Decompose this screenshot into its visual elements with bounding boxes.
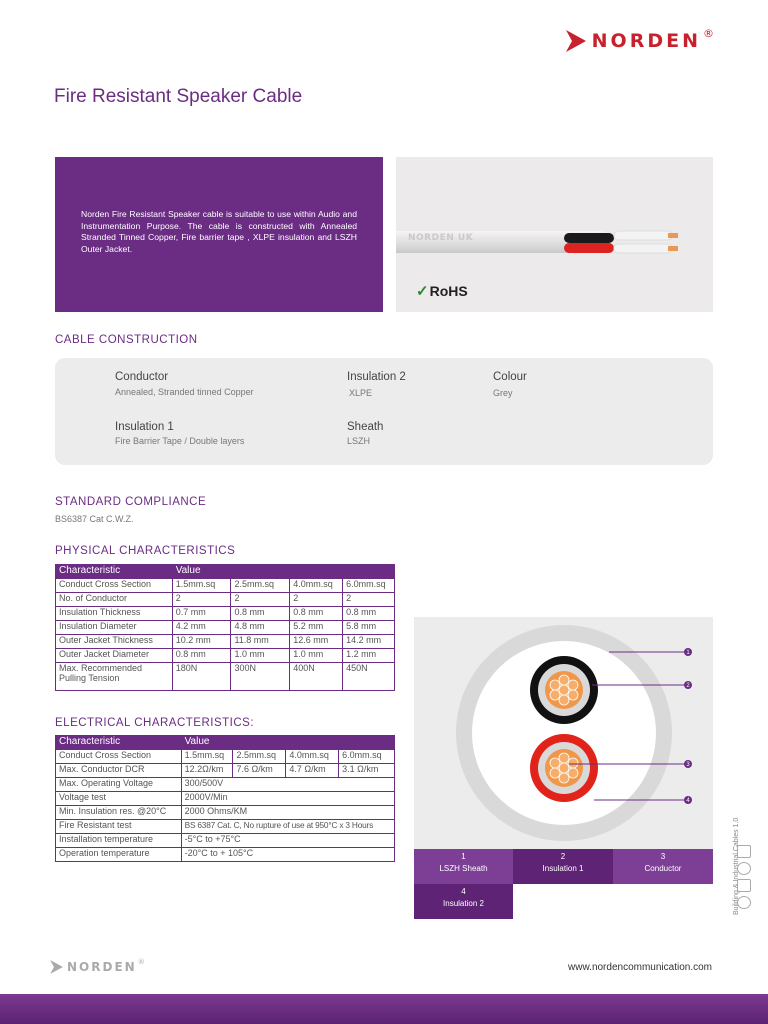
cell: 2 <box>343 593 395 607</box>
cell: 4.0mm.sq <box>290 579 343 593</box>
table-row <box>56 579 395 593</box>
legend-item-3 <box>613 849 713 884</box>
cable-cross-section-icon <box>414 617 713 849</box>
cross-section-diagram <box>414 617 713 849</box>
footer-reg-mark: ® <box>137 958 145 966</box>
legend-label: Conductor <box>644 864 682 873</box>
sidebar-category-text: Building & Industrial Cables 1.0 <box>733 817 740 915</box>
table-row <box>56 621 395 635</box>
cell: -5°C to +75°C <box>181 834 394 848</box>
header-value: Value <box>172 565 394 579</box>
cell: 5.8 mm <box>343 621 395 635</box>
cell: 1.5mm.sq <box>172 579 231 593</box>
table-row <box>56 593 395 607</box>
intro-box <box>55 157 383 312</box>
legend-item-1 <box>414 849 513 884</box>
header-characteristic: Characteristic <box>56 565 173 579</box>
cell: 0.8 mm <box>290 607 343 621</box>
cell: Max. Conductor DCR <box>56 764 182 778</box>
cell: Insulation Thickness <box>56 607 173 621</box>
page-title: Fire Resistant Speaker Cable <box>54 86 303 107</box>
cell: 11.8 mm <box>231 635 290 649</box>
product-photo <box>396 157 713 312</box>
cell: 14.2 mm <box>343 635 395 649</box>
table-row <box>56 806 395 820</box>
cable-print-text: NORDEN UK <box>408 233 474 243</box>
cell: 180N <box>172 663 231 691</box>
footer-logo <box>50 960 145 974</box>
footer-brand-name: NORDEN <box>67 960 137 974</box>
norden-arrow-icon <box>566 30 586 52</box>
insulation2-label: Insulation 2 <box>347 371 406 383</box>
cell: 1.2 mm <box>343 649 395 663</box>
brand-logo <box>566 26 714 52</box>
cell: 3.1 Ω/km <box>339 764 395 778</box>
website-link[interactable]: www.nordencommunication.com <box>568 962 712 973</box>
cell: 2.5mm.sq <box>231 579 290 593</box>
colour-label: Colour <box>493 371 527 383</box>
cell: 1.5mm.sq <box>181 750 233 764</box>
cell: Installation temperature <box>56 834 182 848</box>
header-characteristic: Characteristic <box>56 736 182 750</box>
cell: 0.8 mm <box>231 607 290 621</box>
legend-number: 2 <box>560 852 566 861</box>
cell: 4.2 mm <box>172 621 231 635</box>
network-icon <box>737 845 751 858</box>
cell: Max. Operating Voltage <box>56 778 182 792</box>
cell: Conduct Cross Section <box>56 750 182 764</box>
cell: 400N <box>290 663 343 691</box>
header-value: Value <box>181 736 394 750</box>
table-row <box>56 820 395 834</box>
cell: 4.7 Ω/km <box>286 764 339 778</box>
sheath-label: Sheath <box>347 421 384 433</box>
legend-label: Insulation 1 <box>542 864 584 873</box>
sheath-value: LSZH <box>347 436 371 446</box>
table-row <box>56 663 395 691</box>
colour-value: Grey <box>493 388 513 398</box>
legend-item-4 <box>414 884 513 919</box>
legend-number: 1 <box>461 852 466 861</box>
insulation2-value: XLPE <box>349 388 373 398</box>
construction-panel <box>55 358 713 465</box>
insulation1-label: Insulation 1 <box>115 421 174 433</box>
cell: 4.8 mm <box>231 621 290 635</box>
cell: 1.0 mm <box>231 649 290 663</box>
marker-1: 1 <box>686 650 690 656</box>
cell: Insulation Diameter <box>56 621 173 635</box>
cell: 2.5mm.sq <box>233 750 286 764</box>
cell: BS 6387 Cat. C, No rupture of use at 950°C x 3 Hours <box>181 820 394 834</box>
table-row <box>56 635 395 649</box>
physical-heading: PHYSICAL CHARACTERISTICS <box>55 545 236 557</box>
cell: 1.0 mm <box>290 649 343 663</box>
cell: 450N <box>343 663 395 691</box>
cell: Outer Jacket Diameter <box>56 649 173 663</box>
wifi-icon <box>737 862 751 875</box>
cell: Min. Insulation res. @20°C <box>56 806 182 820</box>
table-row <box>56 848 395 862</box>
cell: 300N <box>231 663 290 691</box>
intro-text: Norden Fire Resistant Speaker cable is suitable to use within Audio and Instrumentation Purpose. The cable is constructed with Annealed Stranded Tinned Copper, Fire barrier tape , XLPE insulation and LSZH Outer Jacket. <box>81 209 357 254</box>
table-row <box>56 764 395 778</box>
legend-number: 3 <box>660 852 666 861</box>
cell: 10.2 mm <box>172 635 231 649</box>
electrical-heading: ELECTRICAL CHARACTERISTICS: <box>55 717 255 729</box>
rohs-label: RoHS <box>429 283 468 299</box>
globe-icon <box>737 896 751 909</box>
conductor-value: Annealed, Stranded tinned Copper <box>115 387 254 397</box>
legend-label: LSZH Sheath <box>439 864 488 873</box>
table-row <box>56 607 395 621</box>
table-row <box>56 750 395 764</box>
compliance-heading: STANDARD COMPLIANCE <box>55 496 207 508</box>
cell: 2 <box>290 593 343 607</box>
cell: 2 <box>172 593 231 607</box>
cell: 2000V/Min <box>181 792 394 806</box>
cell: 0.7 mm <box>172 607 231 621</box>
cell: Conduct Cross Section <box>56 579 173 593</box>
cell: 6.0mm.sq <box>339 750 395 764</box>
legend-number: 4 <box>461 887 466 896</box>
cell: 2 <box>231 593 290 607</box>
cell: 0.8 mm <box>172 649 231 663</box>
table-row <box>56 649 395 663</box>
table-row <box>56 792 395 806</box>
brand-reg-mark: ® <box>703 26 714 40</box>
norden-arrow-icon <box>50 960 63 974</box>
marker-4: 4 <box>686 798 690 804</box>
legend-item-2 <box>513 849 613 884</box>
cell: Fire Resistant test <box>56 820 182 834</box>
cell: 12.2Ω/km <box>181 764 233 778</box>
insulation1-value: Fire Barrier Tape / Double layers <box>115 436 245 446</box>
camera-icon <box>737 879 751 892</box>
cell: 4.0mm.sq <box>286 750 339 764</box>
cell: 0.8 mm <box>343 607 395 621</box>
cell: Voltage test <box>56 792 182 806</box>
construction-heading: CABLE CONSTRUCTION <box>55 334 198 346</box>
marker-3: 3 <box>686 762 690 768</box>
check-icon: ✓ <box>416 283 429 300</box>
table-header-row <box>56 736 395 750</box>
cell: No. of Conductor <box>56 593 173 607</box>
compliance-value: BS6387 Cat C.W.Z. <box>55 514 134 524</box>
rohs-badge <box>416 282 468 300</box>
cell: 6.0mm.sq <box>343 579 395 593</box>
cell: 7.6 Ω/km <box>233 764 286 778</box>
electrical-table <box>55 735 395 862</box>
table-header-row <box>56 565 395 579</box>
table-row <box>56 778 395 792</box>
legend-label: Insulation 2 <box>443 899 484 908</box>
physical-table <box>55 564 395 691</box>
cell: 2000 Ohms/KM <box>181 806 394 820</box>
cell: 12.6 mm <box>290 635 343 649</box>
conductor-label: Conductor <box>115 371 169 383</box>
table-row <box>56 834 395 848</box>
cable-wires-icon <box>564 227 679 259</box>
marker-2: 2 <box>686 683 690 689</box>
footer-bar <box>0 994 768 1024</box>
cell: -20°C to + 105°C <box>181 848 394 862</box>
cell: Operation temperature <box>56 848 182 862</box>
cell: Max. Recommended Pulling Tension <box>56 663 173 691</box>
brand-name: NORDEN <box>591 30 701 52</box>
cell: 5.2 mm <box>290 621 343 635</box>
cell: Outer Jacket Thickness <box>56 635 173 649</box>
cell: 300/500V <box>181 778 394 792</box>
